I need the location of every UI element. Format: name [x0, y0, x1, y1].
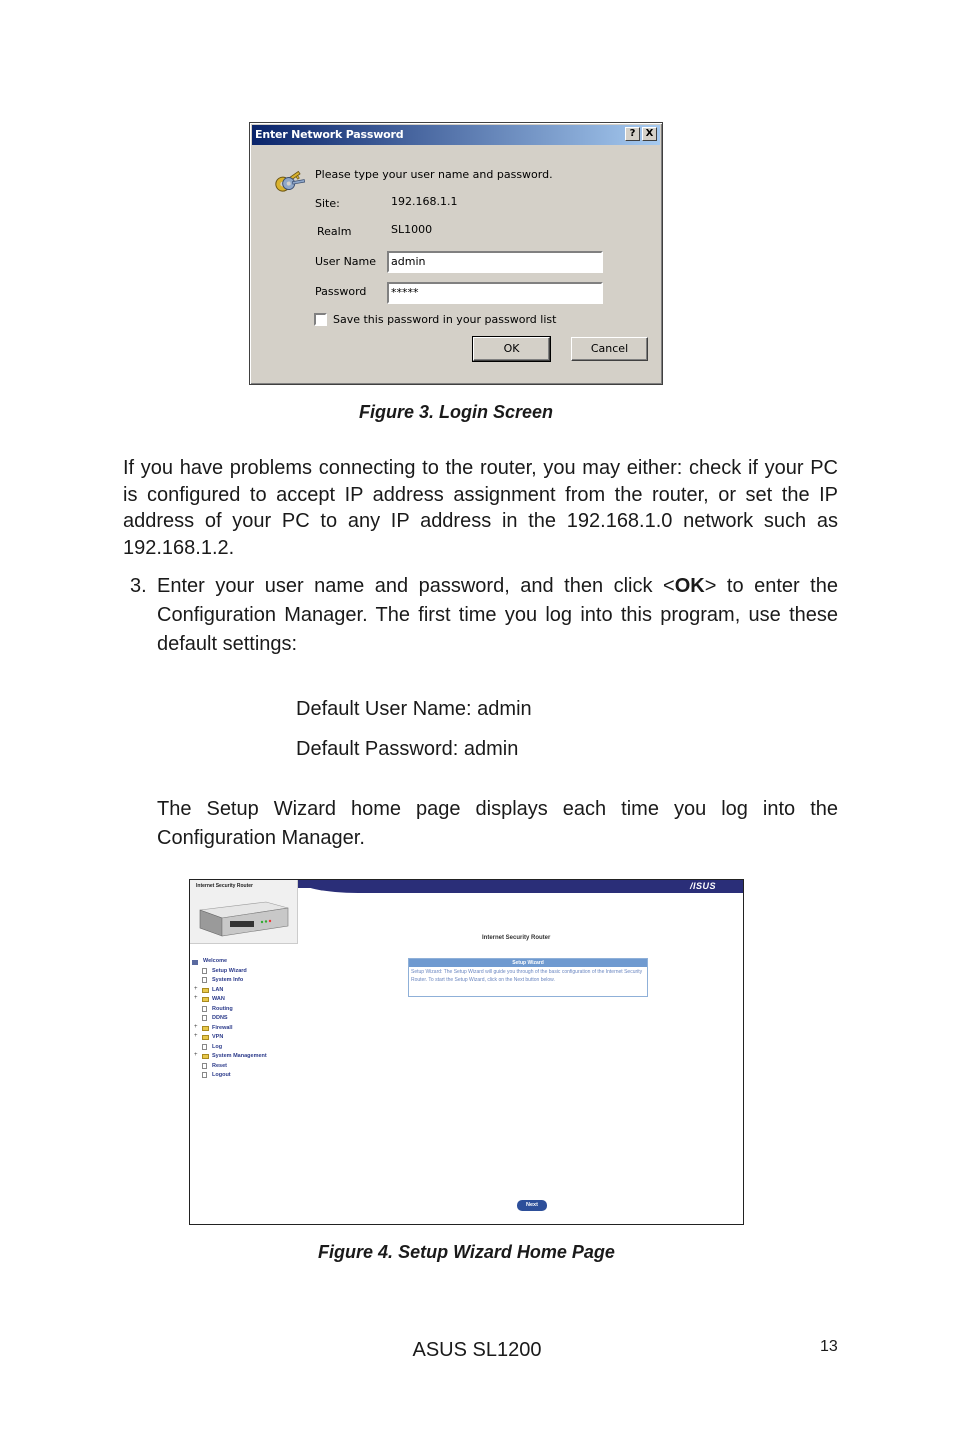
page-number: 13	[820, 1338, 838, 1355]
page-icon	[202, 1044, 207, 1050]
tree-item-vpn[interactable]: VPN	[212, 1034, 224, 1040]
folder-icon	[202, 1054, 209, 1059]
page-icon	[202, 1006, 207, 1012]
realm-value: SL1000	[391, 223, 433, 236]
setup-wizard-paragraph: The Setup Wizard home page displays each time you log into the Configuration Manager.	[157, 798, 838, 849]
router-image	[196, 894, 292, 940]
setup-wizard-header	[409, 959, 647, 967]
setup-wizard-box	[408, 958, 648, 997]
realm-label: Realm	[317, 225, 352, 238]
step3-text	[157, 572, 838, 659]
asus-logo: /ISUS	[690, 881, 717, 891]
expand-icon[interactable]: +	[194, 1024, 198, 1030]
tree-item-system-info[interactable]: System Info	[212, 977, 244, 983]
folder-icon	[202, 1026, 209, 1031]
site-label: Site:	[315, 197, 340, 210]
step-number: 3.	[130, 575, 147, 597]
save-password-label: Save this password in your password list	[333, 313, 557, 326]
main-title: Internet Security Router	[482, 935, 551, 941]
expand-icon[interactable]: +	[194, 1033, 198, 1039]
default-password: Default Password: admin	[296, 738, 519, 760]
nav-tree	[190, 944, 298, 1224]
keys-icon	[274, 167, 310, 203]
dialog-title-bar	[252, 125, 660, 145]
tree-item-routing[interactable]: Routing	[212, 1006, 233, 1012]
expand-icon[interactable]: +	[194, 995, 198, 1001]
page-icon	[202, 1063, 207, 1069]
password-label: Password	[315, 285, 367, 298]
help-button[interactable]: ?	[625, 127, 640, 141]
computer-icon	[192, 960, 198, 965]
login-dialog	[249, 122, 663, 385]
folder-icon	[202, 988, 209, 993]
tree-item-reset[interactable]: Reset	[212, 1063, 227, 1069]
header-band	[298, 880, 743, 893]
folder-icon	[202, 1035, 209, 1040]
prompt-text: Please type your user name and password.	[315, 168, 553, 181]
expand-icon[interactable]: +	[194, 986, 198, 992]
default-username: Default User Name: admin	[296, 698, 532, 720]
setup-wizard-screenshot	[189, 879, 744, 1225]
expand-icon[interactable]: +	[194, 1052, 198, 1058]
tree-item-firewall[interactable]: Firewall	[212, 1025, 233, 1031]
next-button[interactable]: Next	[517, 1200, 547, 1211]
step3-text-before: Enter your user name and password, and then click <	[157, 575, 675, 597]
page-icon	[202, 1072, 207, 1078]
save-password-checkbox[interactable]	[314, 313, 327, 326]
product-panel	[190, 880, 298, 944]
tree-item-ddns[interactable]: DDNS	[212, 1015, 228, 1021]
footer-product-name: ASUS SL1200	[412, 1339, 542, 1361]
tree-item-setup-wizard[interactable]: Setup Wizard	[212, 968, 247, 974]
tree-item-system-management[interactable]: System Management	[212, 1053, 267, 1059]
page-icon	[202, 1015, 207, 1021]
tree-item-logout[interactable]: Logout	[212, 1072, 231, 1078]
step3-text-after: > to enter the Configuration Manager. The first time you log into this program, use these default settings:	[157, 575, 838, 655]
troubleshooting-paragraph: If you have problems connecting to the router, you may either: check if your PC is configured to accept IP address assignment from the router, or set the IP address of your PC to any IP address in the 192.168.1.0 network such as 192.168.1.2.	[123, 457, 838, 559]
folder-icon	[202, 997, 209, 1002]
cancel-button[interactable]: Cancel	[571, 337, 648, 361]
tree-item-lan[interactable]: LAN	[212, 987, 224, 993]
close-button[interactable]: X	[642, 127, 657, 141]
ok-emphasis: OK	[674, 575, 705, 597]
tree-item-welcome[interactable]: Welcome	[203, 958, 228, 964]
username-field[interactable]: admin	[387, 251, 603, 273]
figure4-caption: Figure 4. Setup Wizard Home Page	[318, 1242, 615, 1262]
password-field[interactable]: *****	[387, 282, 603, 304]
product-title: Internet Security Router	[196, 883, 253, 889]
page-icon	[202, 977, 207, 983]
setup-wizard-description: Setup Wizard: The Setup Wizard will guide you through of the basic configuration of the Internet Security Router. To start the Setup Wizard, click on the Next button below.	[411, 969, 643, 983]
setup-wizard-heading: Setup Wizard	[512, 960, 544, 966]
username-label: User Name	[315, 255, 377, 268]
site-value: 192.168.1.1	[391, 195, 458, 208]
tree-item-wan[interactable]: WAN	[212, 996, 225, 1002]
figure3-caption: Figure 3. Login Screen	[358, 402, 554, 422]
page-icon	[202, 968, 207, 974]
ok-button[interactable]: OK	[473, 337, 550, 361]
dialog-title: Enter Network Password	[255, 128, 404, 141]
tree-item-log[interactable]: Log	[212, 1044, 223, 1050]
